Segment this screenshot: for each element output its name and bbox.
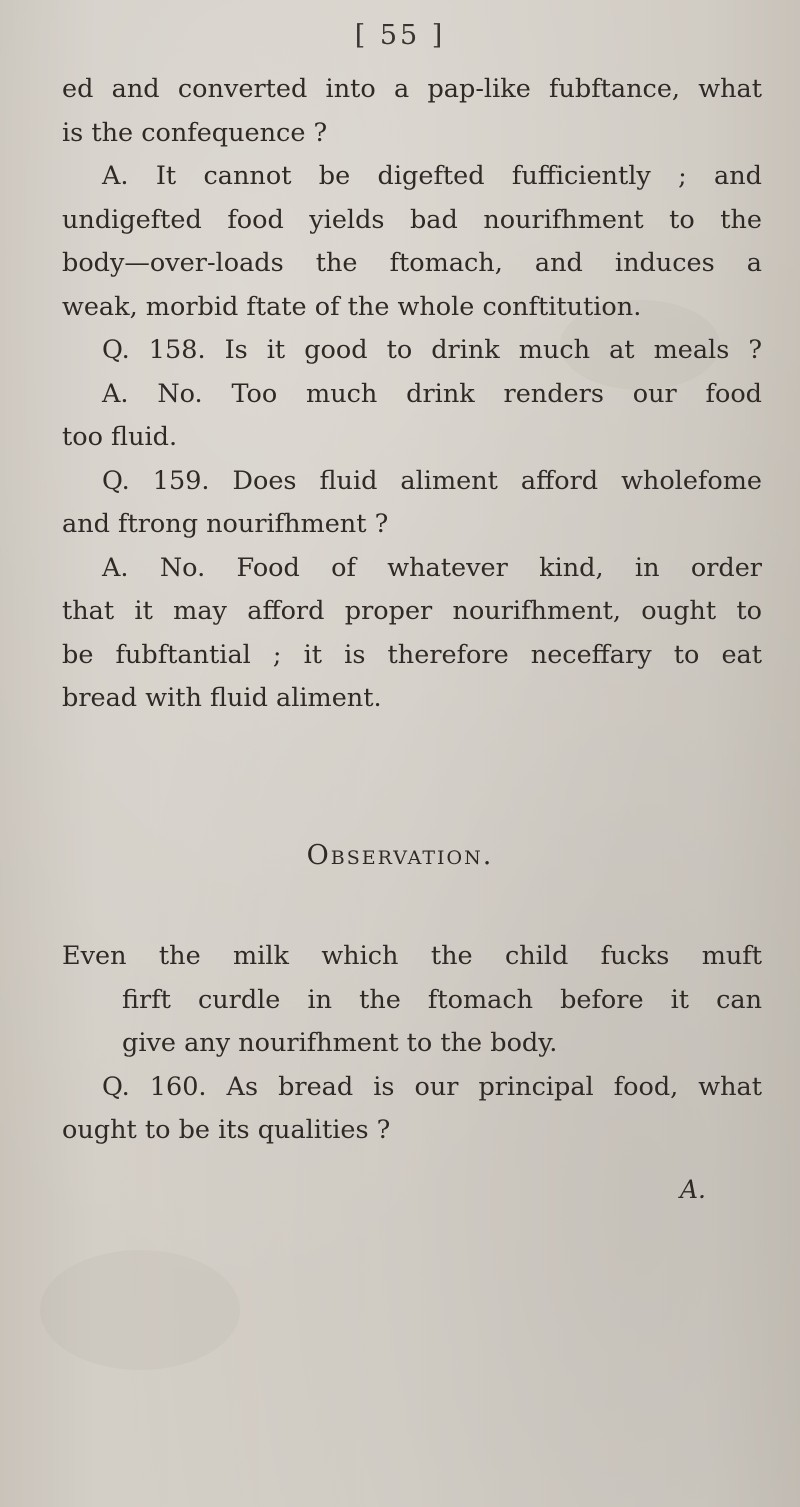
observation-heading: Observation. <box>306 840 494 871</box>
text-line: firft curdle in the ftomach before it can <box>122 984 762 1015</box>
text-line: be fubftantial ; it is therefore neceffary to eat <box>62 639 762 670</box>
text-line: give any nourifhment to the body. <box>122 1028 558 1058</box>
text-line: Even the milk which the child fucks muft <box>62 941 762 971</box>
text-line: ed and converted into a pap-like fubftance, what <box>62 74 762 104</box>
page-number: [ 55 ] <box>354 20 446 51</box>
paper-stain <box>40 1250 240 1370</box>
question-line: Q. 159. Does fluid aliment afford wholefome <box>102 465 762 496</box>
catchword: A. <box>680 1175 707 1204</box>
text-line: is the confequence ? <box>62 117 328 148</box>
observation-text <box>62 935 762 1153</box>
text-line: A. It cannot be digefted fufficiently ; and <box>102 161 762 191</box>
question-line: Q. 158. Is it good to drink much at meals ? <box>102 335 762 365</box>
text-line: bread with fluid aliment. <box>62 683 382 713</box>
answer-line: A. No. Too much drink renders our food <box>102 378 762 409</box>
text-line: undigefted food yields bad nourifhment to the <box>62 204 762 235</box>
text-line: and ftrong nourifhment ? <box>62 509 389 539</box>
text-line: body—over-loads the ftomach, and induces a <box>62 248 762 278</box>
main-text <box>62 68 762 721</box>
answer-line: A. No. Food of whatever kind, in order <box>102 552 762 583</box>
text-line: ought to be its qualities ? <box>62 1115 391 1145</box>
question-line: Q. 160. As bread is our principal food, what <box>102 1071 762 1102</box>
text-line: weak, morbid ftate of the whole conftitution. <box>62 291 642 322</box>
text-line: too fluid. <box>62 422 178 452</box>
text-line: that it may afford proper nourifhment, ought to <box>62 596 762 626</box>
